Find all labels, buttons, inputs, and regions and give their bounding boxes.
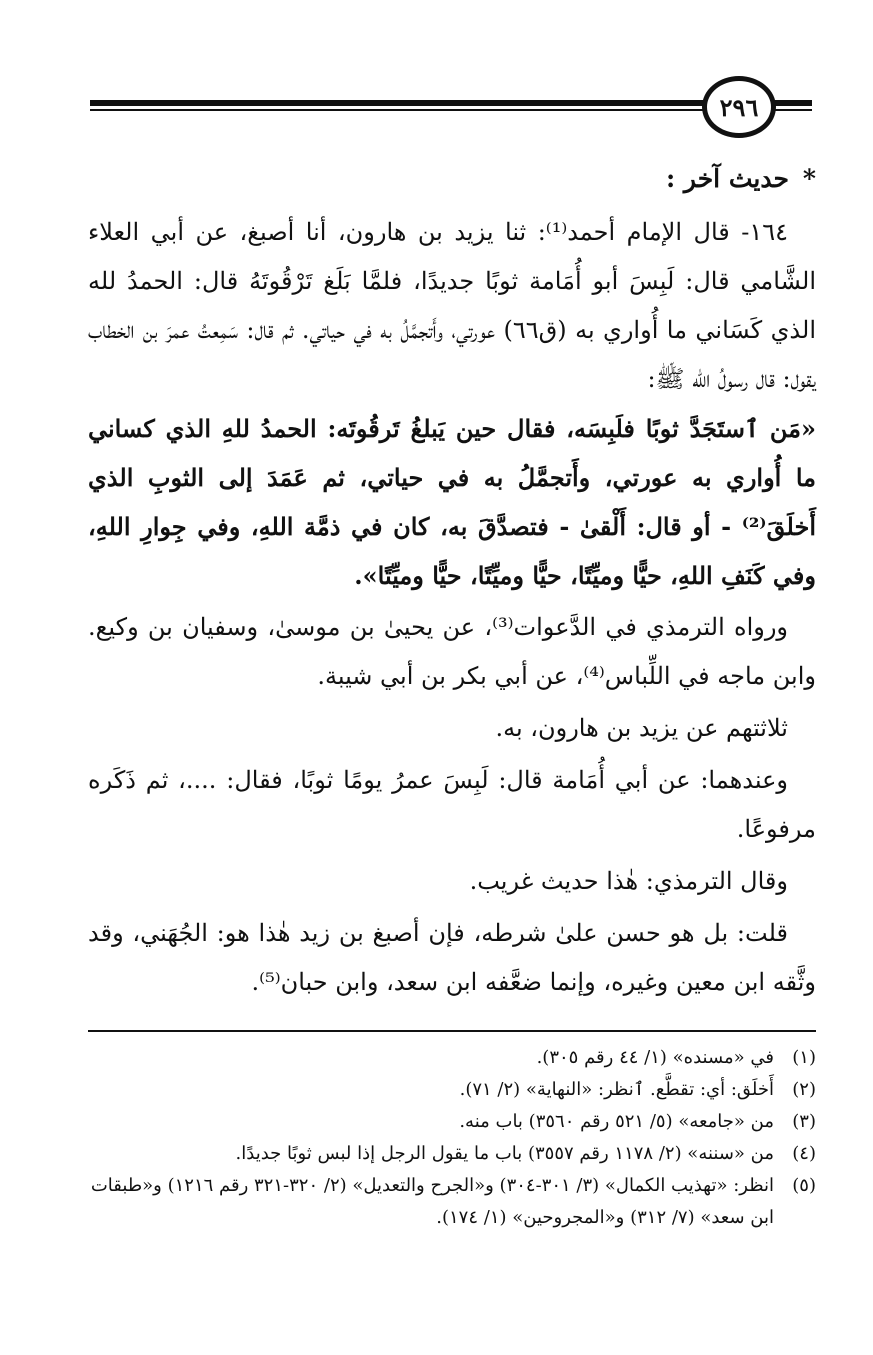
- hadith-text: ١٦٤- قال الإمام أحمد⁽¹⁾: ثنا يزيد بن هارون، أنا أصبغ، عن أبي العلاء الشَّامي قال: لَبِسَ أبو أُمَامة ثوبًا جديدًا، فلمَّا بَلَغ تَرْقُوتَهُ قال: الحمدُ لله الذي كَسَاني ما أُواري به (ق٦٦) عورتي، وأَتجمَّلُ به في حياتي. ثم قال: سَمِعتُ عمرَ بن الخطاب يقول: قال رسولُ الله ﷺ:: [88, 218, 817, 393]
- footnote: [88, 1074, 816, 1106]
- hadith-quote: «مَن ٱستَجَدَّ ثوبًا فلَبِسَه، فقال حين يَبلغُ تَرقُوتَه: الحمدُ للهِ الذي كساني ما أُواري به عورتي، وأَتجمَّلُ به في حياتي، ثم عَمَدَ إلى الثوبِ الذي أَخلَقَ⁽²⁾ - أو قال: أَلْقىٰ - فتصدَّقَ به، كان في ذمَّة اللهِ، وفي جِوارِ اللهِ، وفي كَنَفِ اللهِ، حيًّا وميِّتًا، حيًّا وميِّتًا، حيًّا وميِّتًا».: [88, 414, 816, 590]
- footnote: [88, 1106, 816, 1138]
- footnote: [88, 1042, 816, 1074]
- main-text: [88, 150, 816, 1007]
- footnote-number: (١): [792, 1047, 816, 1068]
- paragraph-tirmidhi: وقال الترمذي: هٰذا حديث غريب.: [469, 867, 788, 895]
- footnote: [88, 1138, 816, 1170]
- asterisk-icon: *: [802, 164, 816, 193]
- footnote-text: أَخلَق: أي: تقطَّع. ٱنظر: «النهاية» (٢/ ٧١).: [459, 1079, 774, 1100]
- footnote-text: من «جامعه» (٥/ ٥٢١ رقم ٣٥٦٠) باب منه.: [459, 1111, 774, 1132]
- footnote-number: (٣): [792, 1111, 816, 1132]
- footnote-number: (٥): [792, 1175, 816, 1196]
- paragraph-qultu: قلت: بل هو حسن علىٰ شرطه، فإن أصبغ بن زيد هٰذا هو: الجُهَني، وقد وثَّقه ابن معين وغيره، وإنما ضعَّفه ابن سعد، وابن حبان⁽⁵⁾.: [88, 919, 816, 996]
- footnote-text: انظر: «تهذيب الكمال» (٣/ ٣٠١-٣٠٤) و«الجرح والتعديل» (٢/ ٣٢٠-٣٢١ رقم ١٢١٦) و«طبقات ابن سعد» (٧/ ٣١٢) و«المجروحين» (١/ ١٧٤).: [90, 1175, 774, 1228]
- footnote: [88, 1170, 816, 1234]
- paragraph-thalathatuhum: ثلاثتهم عن يزيد بن هارون، به.: [495, 714, 788, 742]
- paragraph-indahuma: وعندهما: عن أبي أُمَامة قال: لَبِسَ عمرُ يومًا ثوبًا، فقال: ....، ثم ذَكَره مرفوعًا.: [88, 766, 816, 843]
- footnote-number: (٤): [792, 1143, 816, 1164]
- footnote-text: في «مسنده» (١/ ٤٤ رقم ٣٠٥).: [536, 1047, 774, 1068]
- takhrij-paragraph: ورواه الترمذي في الدَّعوات⁽³⁾، عن يحيىٰ بن موسىٰ، وسفيان بن وكيع. وابن ماجه في اللِّباس⁽⁴⁾، عن أبي بكر بن أبي شيبة.: [88, 613, 816, 690]
- footnotes: [88, 1030, 816, 1234]
- footnote-text: من «سننه» (٢/ ١١٧٨ رقم ٣٥٥٧) باب ما يقول الرجل إذا لبس ثوبًا جديدًا.: [235, 1143, 774, 1164]
- section-title: حديث آخر :: [666, 164, 789, 193]
- hadith-paragraph: [88, 208, 816, 404]
- page-number: ٢٩٦: [702, 76, 776, 138]
- section-heading: [88, 150, 816, 208]
- page-header: [90, 78, 812, 138]
- footnote-number: (٢): [792, 1079, 816, 1100]
